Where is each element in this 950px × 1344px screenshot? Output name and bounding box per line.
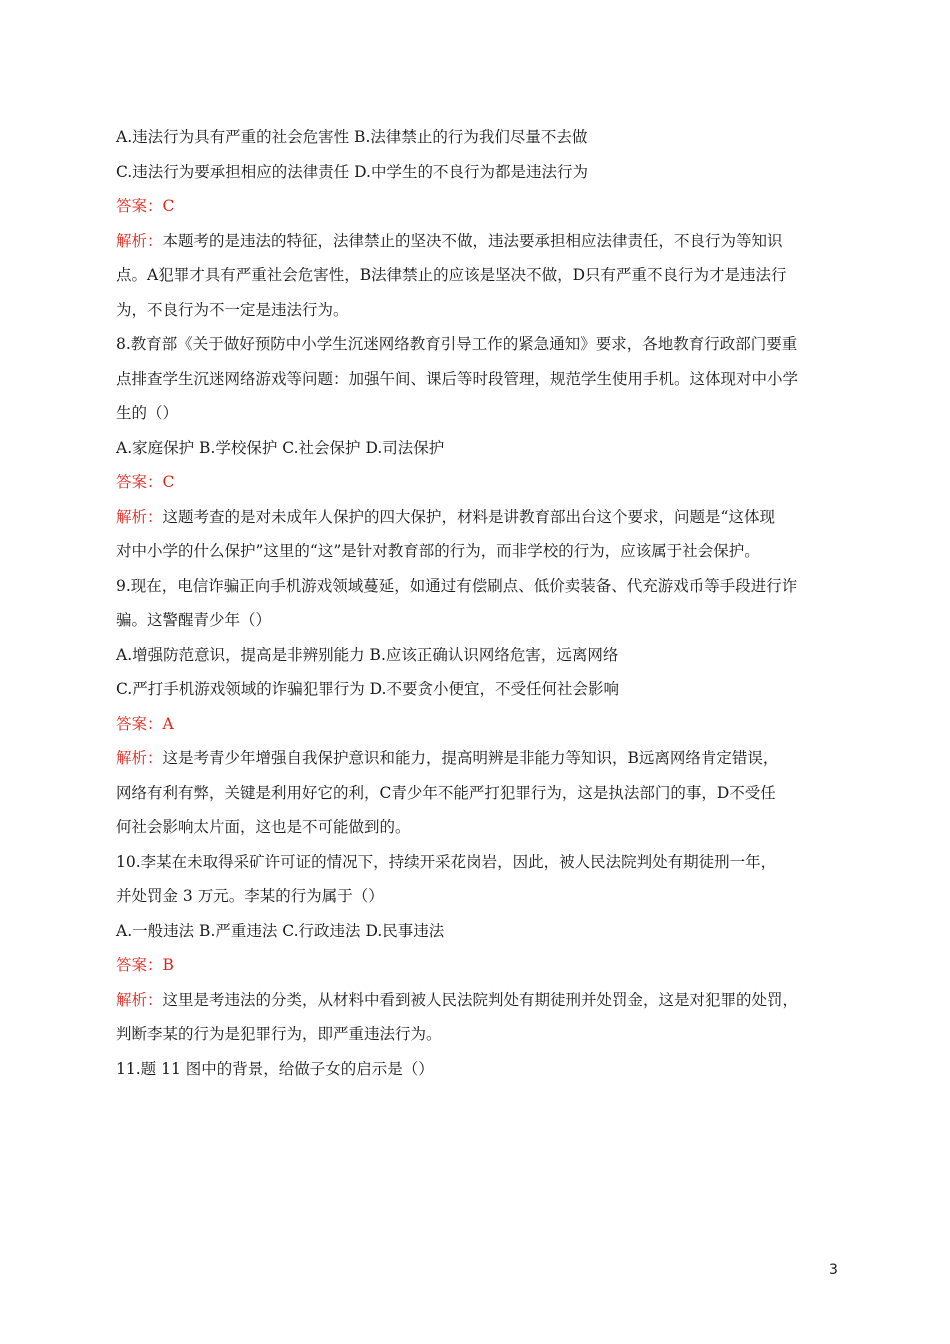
analysis-text: 本题考的是违法的特征，法律禁止的坚决不做，违法要承担相应法律责任，不良行为等知识	[162, 231, 783, 250]
text-line: 对中小学的什么保护”这里的“这”是针对教育部的行为，而非学校的行为，应该属于社会保护。	[116, 542, 760, 560]
text-line: A.增强防范意识，提高是非辨别能力 B.应该正确认识网络危害，远离网络	[116, 645, 619, 664]
text-line: 并处罚金 3 万元。李某的行为属于（）	[116, 887, 384, 905]
text-line: C.违法行为要承担相应的法律责任 D.中学生的不良行为都是违法行为	[116, 162, 588, 181]
analysis-label: 解析：	[116, 231, 163, 250]
text-line: 点排查学生沉迷网络游戏等问题：加强午间、课后等时段管理，规范学生使用手机。这体现对中小学	[116, 369, 799, 388]
answer-label: 答案：	[116, 197, 163, 215]
text-line: 判断李某的行为是犯罪行为，即严重违法行为。	[116, 1025, 442, 1043]
text-line: A.家庭保护 B.学校保护 C.社会保护 D.司法保护	[116, 438, 445, 457]
answer-text: C	[162, 473, 175, 491]
page-number: 3	[829, 1262, 838, 1278]
answer-label: 答案：	[116, 956, 163, 974]
answer-label: 答案：	[116, 473, 163, 491]
analysis-text: 这是考青少年增强自我保护意识和能力，提高明辨是非能力等知识，B远离网络肯定错误，	[162, 749, 779, 767]
text-line: 为，不良行为不一定是违法行为。	[116, 300, 349, 319]
text-line: 网络有利有弊，关键是利用好它的利，C青少年不能严打犯罪行为，这是执法部门的事，D不受任	[116, 783, 776, 802]
analysis-line	[116, 500, 838, 535]
answer-label: 答案：	[116, 714, 163, 733]
text-line: 8.教育部《关于做好预防中小学生沉迷网络教育引导工作的紧急通知》要求，各地教育行政部门要重	[116, 335, 798, 353]
analysis-label: 解析：	[116, 507, 163, 526]
analysis-text: 这里是考违法的分类，从材料中看到被人民法院判处有期徒刑并处罚金，这是对犯罪的处罚，	[162, 990, 799, 1009]
text-line: 骗。这警醒青少年（）	[116, 611, 272, 629]
text-line: 生的（）	[116, 404, 179, 422]
text-line: 10.李某在未取得采矿许可证的情况下，持续开采花岗岩，因此，被人民法院判处有期徒刑一年，	[116, 852, 777, 871]
answer-line	[116, 707, 838, 742]
answer-line	[116, 465, 838, 500]
analysis-label: 解析：	[116, 749, 163, 767]
answer-text: A	[162, 714, 174, 733]
analysis-line	[116, 983, 838, 1018]
analysis-label: 解析：	[116, 990, 163, 1009]
answer-text: B	[162, 956, 174, 974]
text-line: 11.题 11 图中的背景，给做子女的启示是（）	[116, 1059, 434, 1078]
analysis-line	[116, 224, 838, 259]
text-line: A.违法行为具有严重的社会危害性 B.法律禁止的行为我们尽量不去做	[116, 128, 588, 146]
answer-line	[116, 948, 838, 983]
text-line: 何社会影响太片面，这也是不可能做到的。	[116, 818, 411, 836]
text-line: 点。A犯罪才具有严重社会危害性，B法律禁止的应该是坚决不做，D只有严重不良行为才是违法行	[116, 266, 787, 284]
answer-text: C	[162, 197, 175, 215]
text-line: C.严打手机游戏领域的诈骗犯罪行为 D.不要贪小便宜，不受任何社会影响	[116, 680, 619, 698]
analysis-text: 这题考查的是对未成年人保护的四大保护，材料是讲教育部出台这个要求，问题是“这体现	[162, 507, 775, 526]
text-line: 9.现在，电信诈骗正向手机游戏领域蔓延，如通过有偿刷点、低价卖装备、代充游戏币等手段进行诈	[116, 576, 798, 595]
text-line: A.一般违法 B.严重违法 C.行政违法 D.民事违法	[116, 921, 445, 940]
answer-line	[116, 189, 838, 224]
analysis-line	[116, 741, 838, 776]
document-body	[116, 120, 838, 1086]
